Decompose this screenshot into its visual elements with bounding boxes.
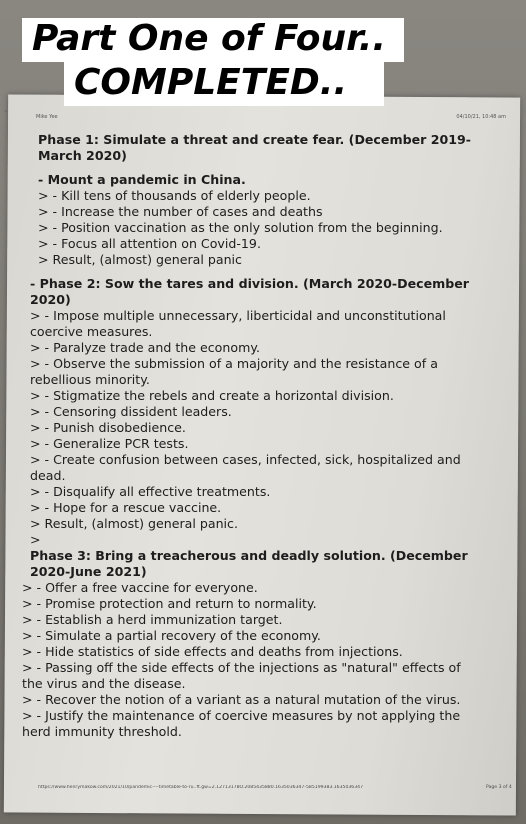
list-item: > - Kill tens of thousands of elderly people. xyxy=(38,188,311,203)
list-item: coercive measures. xyxy=(30,324,153,339)
list-item: herd immunity threshold. xyxy=(22,724,182,739)
page-footer-number: Page 3 of 4 xyxy=(486,785,512,790)
list-item: > - Hope for a rescue vaccine. xyxy=(30,500,222,515)
list-item: > - Promise protection and return to normality. xyxy=(22,596,317,611)
corner-mark: « xyxy=(4,108,8,115)
list-item: > - Recover the notion of a variant as a natural mutation of the virus. xyxy=(22,692,461,707)
list-item: > - Create confusion between cases, infected, sick, hospitalized and xyxy=(30,452,461,467)
phase-2-heading: - Phase 2: Sow the tares and division. (March 2020-December xyxy=(30,276,470,291)
list-item: > - Simulate a partial recovery of the economy. xyxy=(22,628,321,643)
phase-1-subheading: - Mount a pandemic in China. xyxy=(38,172,246,187)
list-item: > xyxy=(30,532,41,547)
overlay-title-line-2: COMPLETED.. xyxy=(64,62,384,106)
list-item: > - Passing off the side effects of the injections as "natural" effects of xyxy=(22,660,461,675)
phase-2-section xyxy=(22,276,508,548)
phase-3-heading-cont: 2020-June 2021) xyxy=(30,564,147,579)
list-item: > - Generalize PCR tests. xyxy=(30,436,189,451)
overlay-title-line-1: Part One of Four.. xyxy=(22,18,404,62)
phase-1-heading-cont: March 2020) xyxy=(38,148,127,163)
phase-3-section xyxy=(22,548,508,740)
list-item: the virus and the disease. xyxy=(22,676,186,691)
list-item: > Result, (almost) general panic xyxy=(38,252,242,267)
phase-2-heading-cont: 2020) xyxy=(30,292,71,307)
header-timestamp: 04/10/21, 10:48 am xyxy=(456,114,506,120)
page-footer-url: https://www.henrymakow.com/2021/10/pandemic----timetable-to-ru..ft.gw=2.12713178O.2085435880.1635036347-585199383.1635036347 xyxy=(38,785,363,790)
list-item: > - Hide statistics of side effects and deaths from injections. xyxy=(22,644,403,659)
phase-3-heading: Phase 3: Bring a treacherous and deadly solution. (December xyxy=(30,548,468,563)
list-item: > - Stigmatize the rebels and create a horizontal division. xyxy=(30,388,394,403)
list-item: > - Paralyze trade and the economy. xyxy=(30,340,260,355)
header-author: Mike Yee xyxy=(36,114,58,120)
list-item: > Result, (almost) general panic. xyxy=(30,516,238,531)
list-item: rebellious minority. xyxy=(30,372,150,387)
list-item: > - Observe the submission of a majority and the resistance of a xyxy=(30,356,438,371)
list-item: dead. xyxy=(30,468,66,483)
phase-1-section xyxy=(22,132,508,268)
page-header xyxy=(36,114,506,120)
list-item: > - Increase the number of cases and deaths xyxy=(38,204,323,219)
list-item: > - Impose multiple unnecessary, liberticidal and unconstitutional xyxy=(30,308,446,323)
list-item: > - Disqualify all effective treatments. xyxy=(30,484,271,499)
list-item: > - Position vaccination as the only solution from the beginning. xyxy=(38,220,443,235)
list-item: > - Establish a herd immunization target. xyxy=(22,612,283,627)
list-item: > - Offer a free vaccine for everyone. xyxy=(22,580,258,595)
document-body xyxy=(22,132,508,740)
list-item: > - Justify the maintenance of coercive measures by not applying the xyxy=(22,708,461,723)
phase-1-heading: Phase 1: Simulate a threat and create fear. (December 2019- xyxy=(38,132,471,147)
list-item: > - Punish disobedience. xyxy=(30,420,186,435)
list-item: > - Focus all attention on Covid-19. xyxy=(38,236,261,251)
list-item: > - Censoring dissident leaders. xyxy=(30,404,232,419)
